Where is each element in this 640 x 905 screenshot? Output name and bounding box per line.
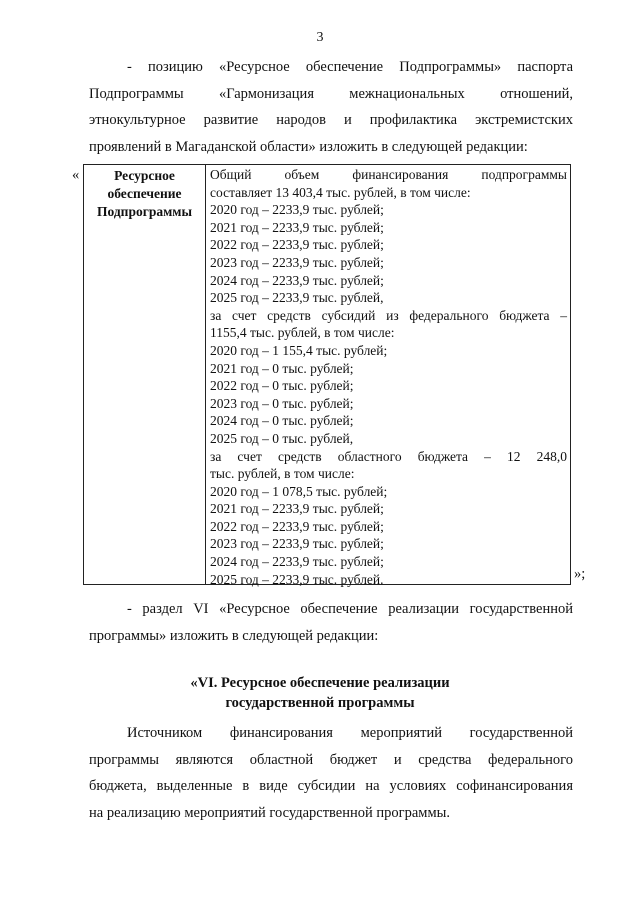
title-line: «VI. Ресурсное обеспечение реализации bbox=[190, 675, 450, 691]
content-line: 2025 год – 2233,9 тыс. рублей, bbox=[210, 290, 384, 306]
content-line: 2020 год – 1 078,5 тыс. рублей; bbox=[210, 483, 388, 499]
label-line: Ресурсное bbox=[114, 168, 175, 183]
resource-table bbox=[83, 164, 571, 585]
content-line: за счет средств областного бюджета – 12 248,0 bbox=[210, 448, 567, 464]
text-line: - раздел VI «Ресурсное обеспечение реализации государственной bbox=[127, 601, 573, 617]
text-line: программы являются областной бюджет и средства федерального bbox=[89, 751, 573, 768]
content-line: 2022 год – 0 тыс. рублей; bbox=[210, 378, 354, 394]
content-line: тыс. рублей, в том числе: bbox=[210, 466, 355, 482]
content-line: Общий объем финансирования подпрограммы bbox=[210, 167, 567, 182]
text-line: Источником финансирования мероприятий государственной bbox=[127, 725, 573, 741]
content-line: 2024 год – 2233,9 тыс. рублей; bbox=[210, 554, 384, 570]
content-line: 2023 год – 2233,9 тыс. рублей; bbox=[210, 254, 384, 270]
content-line: 2021 год – 2233,9 тыс. рублей; bbox=[210, 501, 384, 517]
content-line: 2023 год – 2233,9 тыс. рублей; bbox=[210, 536, 384, 552]
content-line: 2020 год – 2233,9 тыс. рублей; bbox=[210, 202, 384, 218]
title-line: государственной программы bbox=[225, 695, 415, 711]
resource-table-content bbox=[206, 165, 570, 587]
text-line: - позицию «Ресурсное обеспечение Подпрограммы» паспорта bbox=[127, 59, 573, 75]
content-line: 1155,4 тыс. рублей, в том числе: bbox=[210, 325, 395, 341]
content-line: за счет средств субсидий из федерального бюджета – bbox=[210, 307, 567, 323]
intro-paragraph bbox=[89, 54, 573, 160]
content-line: 2025 год – 0 тыс. рублей, bbox=[210, 430, 354, 446]
content-line: составляет 13 403,4 тыс. рублей, в том числе: bbox=[210, 184, 471, 200]
content-line: 2023 год – 0 тыс. рублей; bbox=[210, 395, 354, 411]
section-title bbox=[0, 673, 640, 713]
text-line: этнокультурное развитие народов и профилактика экстремистских bbox=[89, 112, 573, 128]
text-line: программы» изложить в следующей редакции: bbox=[89, 627, 379, 644]
body-paragraph bbox=[89, 720, 573, 826]
content-line: 2025 год – 2233,9 тыс. рублей. bbox=[210, 571, 384, 587]
content-line: 2022 год – 2233,9 тыс. рублей; bbox=[210, 237, 384, 253]
text-line: бюджета, выделенные в виде субсидии на условиях софинансирования bbox=[89, 778, 573, 794]
resource-table-label bbox=[84, 165, 206, 584]
text-line: проявлений в Магаданской области» изложить в следующей редакции: bbox=[89, 138, 528, 155]
label-line: обеспечение bbox=[107, 186, 182, 201]
page-number: 3 bbox=[316, 30, 324, 45]
content-line: 2024 год – 2233,9 тыс. рублей; bbox=[210, 272, 384, 288]
content-line: 2024 год – 0 тыс. рублей; bbox=[210, 413, 354, 429]
text-line: Подпрограммы «Гармонизация межнациональных отношений, bbox=[89, 85, 573, 102]
section-paragraph bbox=[89, 596, 573, 649]
content-line: 2020 год – 1 155,4 тыс. рублей; bbox=[210, 342, 388, 358]
label-line: Подпрограммы bbox=[96, 204, 193, 219]
content-line: 2021 год – 2233,9 тыс. рублей; bbox=[210, 219, 384, 235]
content-line: 2021 год – 0 тыс. рублей; bbox=[210, 360, 354, 376]
content-line: 2022 год – 2233,9 тыс. рублей; bbox=[210, 518, 384, 534]
text-line: на реализацию мероприятий государственной программы. bbox=[89, 804, 450, 821]
closing-quote: »; bbox=[574, 566, 586, 582]
opening-quote: « bbox=[72, 167, 80, 183]
